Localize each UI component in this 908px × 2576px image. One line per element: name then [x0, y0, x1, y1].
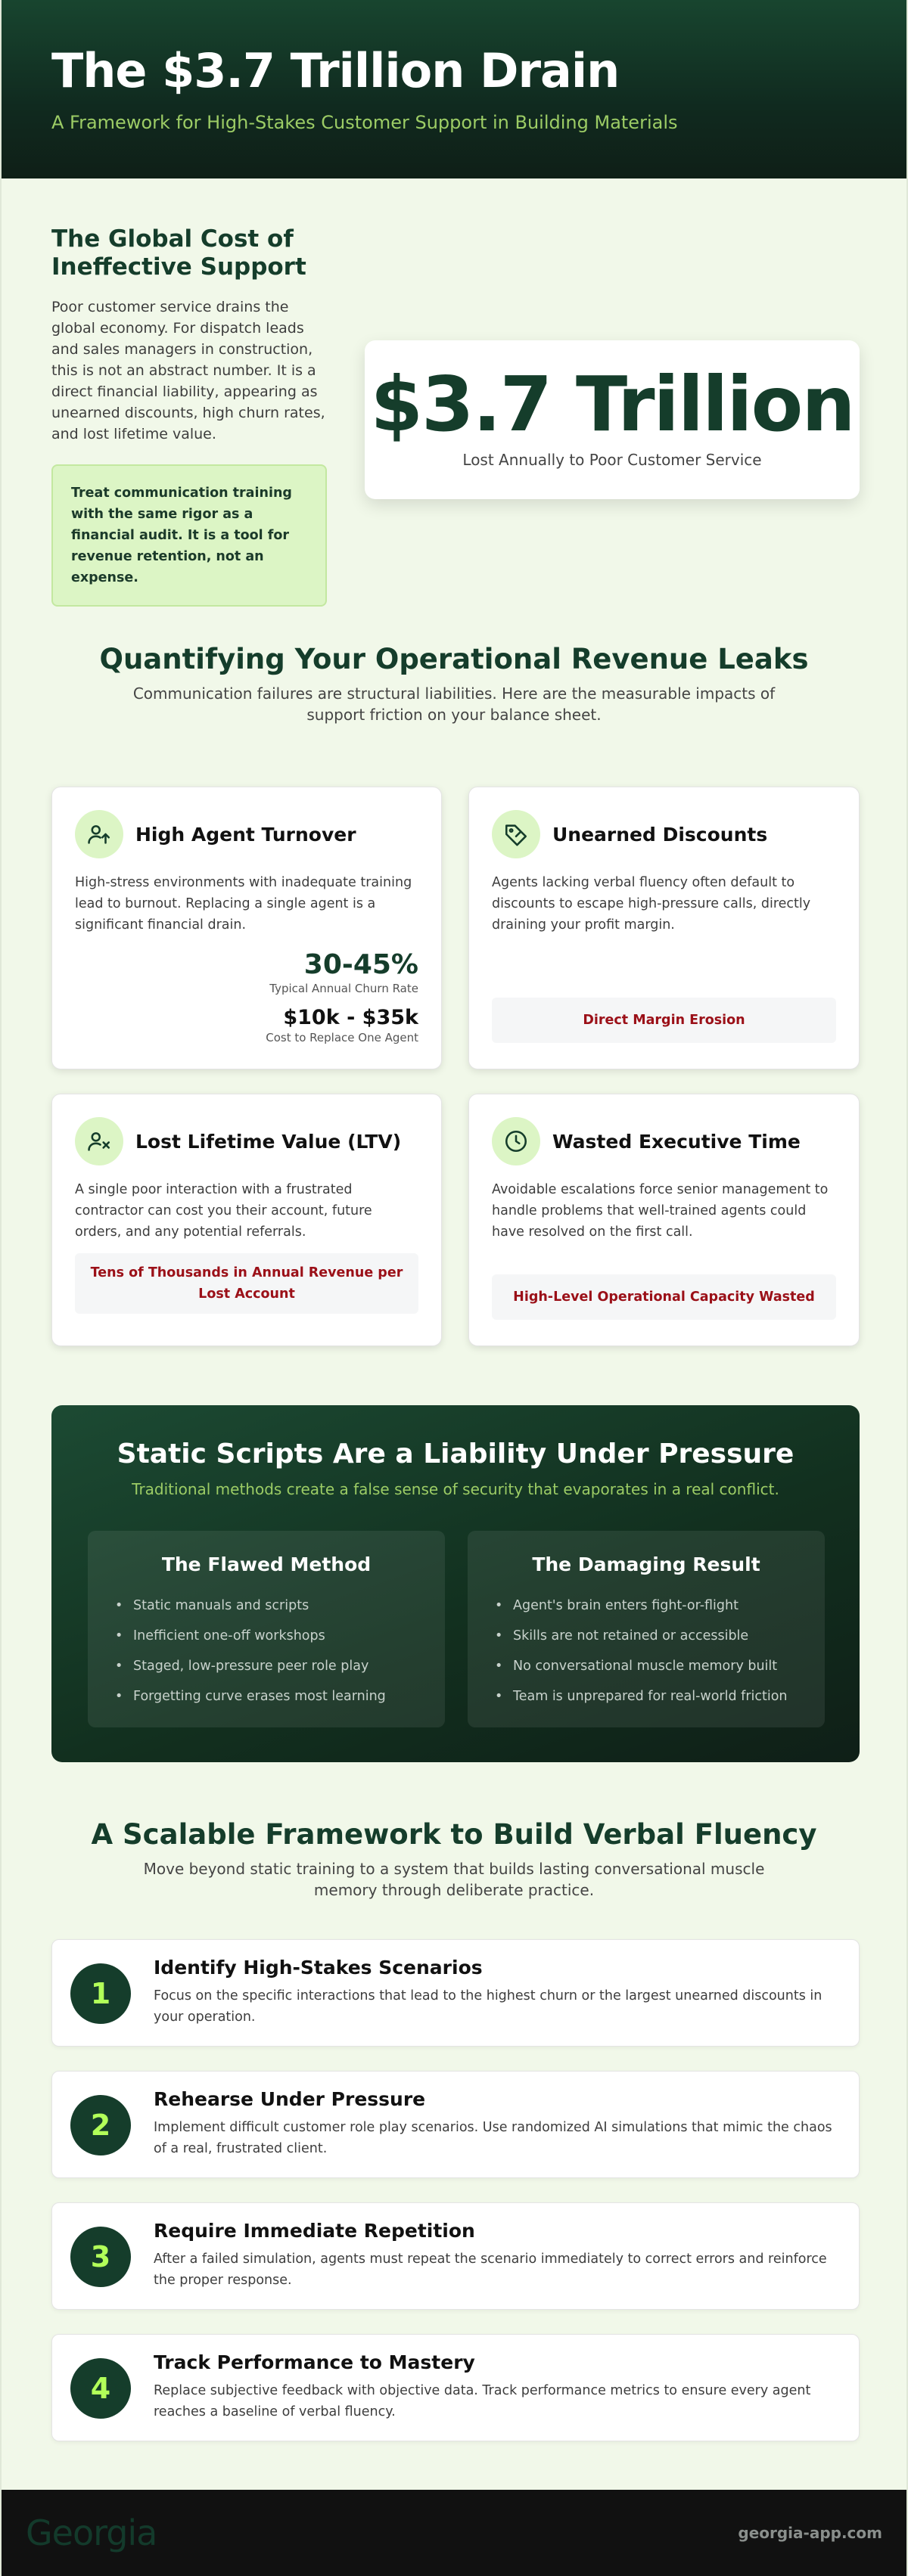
step-title: Rehearse Under Pressure [154, 2088, 426, 2110]
step-number: 1 [70, 1963, 131, 2024]
footer-logo[interactable]: Georgia [26, 2512, 157, 2553]
lost-revenue-tag: Tens of Thousands in Annual Revenue per Lost Account [75, 1253, 418, 1314]
intro-section [2, 178, 906, 632]
step-number: 2 [70, 2095, 131, 2155]
list-item: • Skills are not retained or accessible [493, 1621, 799, 1651]
list-item: • Forgetting curve erases most learning [114, 1681, 419, 1712]
churn-rate-value: 30-45% [303, 949, 418, 980]
headline-stat-label: Lost Annually to Poor Customer Service [462, 451, 762, 469]
scripts-subheading: Traditional methods create a false sense of security that evaporates in a real conflict. [132, 1480, 779, 1498]
list-item: • Agent's brain enters fight-or-flight [493, 1591, 799, 1621]
leak-card-desc: High-stress environments with inadequate training lead to burnout. Replacing a single agent is a significant financial drain. [75, 875, 412, 933]
leak-card-ltv [51, 1094, 442, 1346]
step-desc: Focus on the specific interactions that lead to the highest churn or the largest unearned discounts in your operation. [154, 1988, 822, 2025]
leak-card-title: High Agent Turnover [135, 823, 356, 846]
framework-step-3 [51, 2202, 860, 2310]
list-item: • Inefficient one-off workshops [114, 1621, 419, 1651]
step-title: Require Immediate Repetition [154, 2220, 475, 2242]
step-desc: After a failed simulation, agents must repeat the scenario immediately to correct errors and reinforce the proper response. [154, 2252, 827, 2288]
framework-step-2 [51, 2071, 860, 2178]
flawed-method-column [88, 1531, 445, 1727]
page-subtitle: A Framework for High-Stakes Customer Support in Building Materials [51, 112, 678, 133]
framework-step-1 [51, 1939, 860, 2047]
leaks-subheading: Communication failures are structural liabilities. Here are the measurable impacts of support friction on your balance sheet. [132, 684, 776, 724]
leak-card-executive-time [468, 1094, 860, 1346]
damaging-result-title: The Damaging Result [532, 1553, 760, 1575]
step-number: 3 [70, 2227, 131, 2287]
framework-subheading: Move beyond static training to a system that builds lasting conversational muscle memory through deliberate practice. [143, 1860, 765, 1899]
intro-body: Poor customer service drains the global economy. For dispatch leads and sales managers in construction, this is not an abstract number. It is a direct financial liability, appearing as unearned discounts, high churn rates, and lost lifetime value. [51, 299, 325, 442]
step-desc: Replace subjective feedback with objective data. Track performance metrics to ensure every agent reaches a baseline of verbal fluency. [154, 2383, 811, 2419]
replace-cost-value: $10k - $35k [283, 1006, 418, 1029]
replace-cost-label: Cost to Replace One Agent [266, 1031, 418, 1044]
revenue-leaks-section [2, 632, 906, 1389]
step-title: Track Performance to Mastery [154, 2351, 475, 2373]
framework-header [2, 1818, 906, 1901]
leak-card-desc: Avoidable escalations force senior management to handle problems that well-trained agents could have resolved on the first call. [492, 1182, 829, 1240]
headline-stat-value: $3.7 Trillion [370, 360, 854, 448]
footer [2, 2490, 906, 2576]
scripts-heading: Static Scripts Are a Liability Under Pressure [117, 1439, 794, 1470]
list-item: • Staged, low-pressure peer role play [114, 1651, 419, 1681]
headline-stat-card [365, 340, 860, 499]
leaks-heading: Quantifying Your Operational Revenue Leaks [99, 643, 809, 675]
churn-rate-label: Typical Annual Churn Rate [269, 982, 418, 995]
leaks-header [2, 643, 906, 725]
intro-text-column [51, 225, 327, 607]
leak-card-discounts [468, 787, 860, 1069]
damaging-result-list [493, 1591, 799, 1712]
list-item: • Static manuals and scripts [114, 1591, 419, 1621]
leak-card-title: Wasted Executive Time [552, 1130, 801, 1153]
leak-card-title: Unearned Discounts [552, 823, 768, 846]
step-desc: Implement difficult customer role play scenarios. Use randomized AI simulations that mimic the chaos of a real, frustrated client. [154, 2120, 832, 2156]
leak-card-desc: Agents lacking verbal fluency often default to discounts to escape high-pressure calls, directly draining your profit margin. [492, 875, 811, 933]
capacity-wasted-tag: High-Level Operational Capacity Wasted [492, 1274, 836, 1320]
user-remove-icon [75, 1117, 123, 1165]
turnover-stats [75, 949, 418, 1044]
intro-heading: The Global Cost of Ineffective Support [51, 225, 306, 281]
step-number: 4 [70, 2358, 131, 2419]
intro-callout: Treat communication training with the same rigor as a financial audit. It is a tool for revenue retention, not an expense. [51, 464, 327, 607]
list-item: • No conversational muscle memory built [493, 1651, 799, 1681]
discount-tag-icon [492, 810, 540, 858]
footer-url-link[interactable]: georgia-app.com [738, 2524, 882, 2542]
leak-card-turnover [51, 787, 442, 1069]
static-scripts-panel [51, 1405, 860, 1762]
leak-card-desc: A single poor interaction with a frustrated contractor can cost you their account, future orders, and any potential referrals. [75, 1182, 372, 1240]
page-title: The $3.7 Trillion Drain [51, 43, 620, 98]
leak-card-title: Lost Lifetime Value (LTV) [135, 1130, 402, 1153]
framework-heading: A Scalable Framework to Build Verbal Fluency [91, 1818, 817, 1851]
list-item: • Team is unprepared for real-world friction [493, 1681, 799, 1712]
flawed-method-title: The Flawed Method [161, 1553, 372, 1575]
framework-step-4 [51, 2334, 860, 2441]
flawed-method-list [114, 1591, 419, 1712]
damaging-result-column [468, 1531, 825, 1727]
margin-erosion-tag: Direct Margin Erosion [492, 998, 836, 1043]
step-title: Identify High-Stakes Scenarios [154, 1957, 483, 1979]
user-turnover-icon [75, 810, 123, 858]
hero-banner [2, 0, 906, 178]
framework-section [2, 1818, 906, 1901]
clock-icon [492, 1117, 540, 1165]
